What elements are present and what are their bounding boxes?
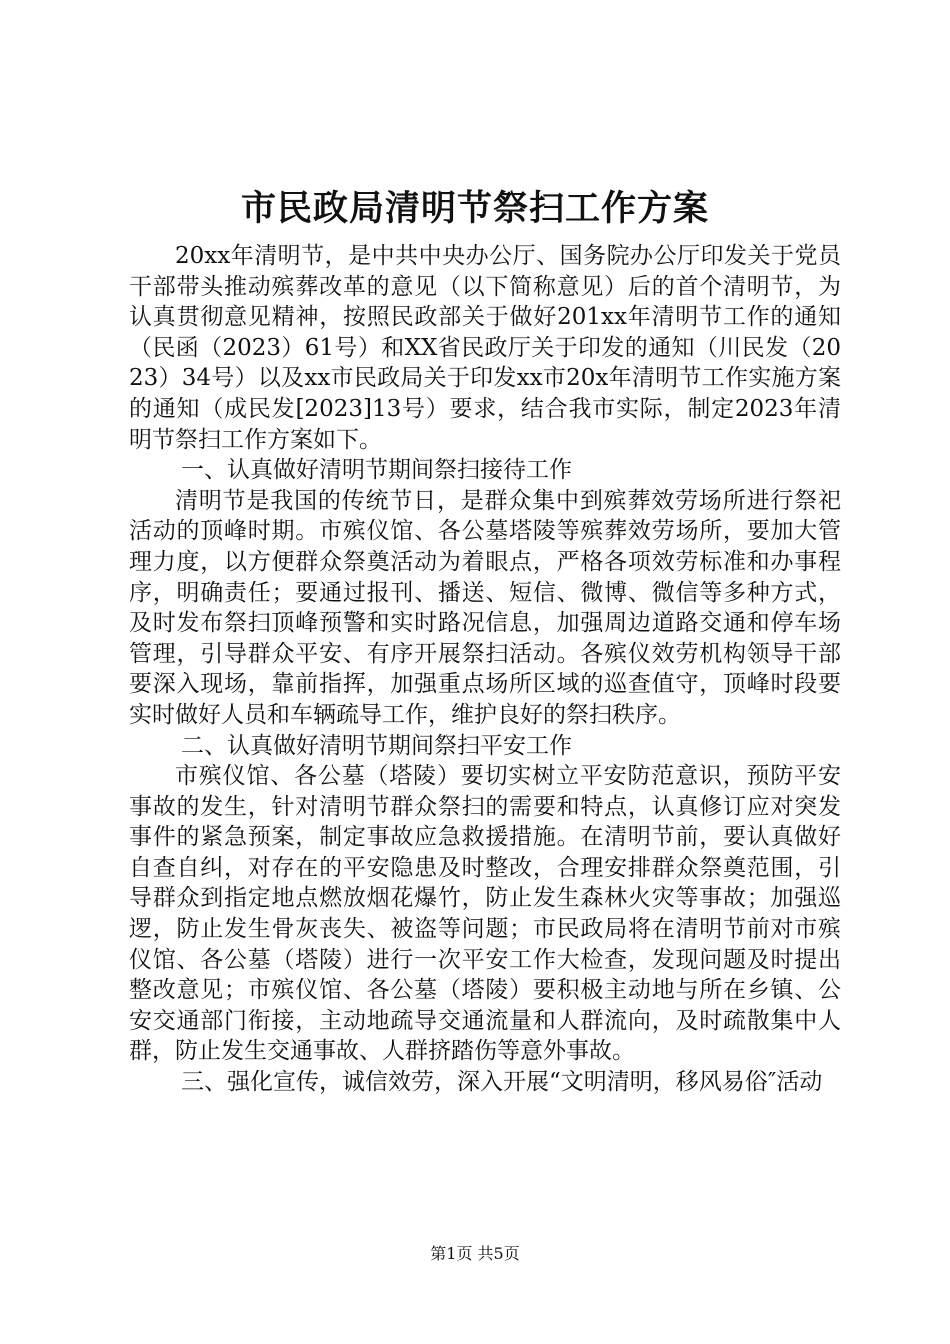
section-2-heading: 二、认真做好清明节期间祭扫平安工作	[181, 732, 572, 759]
section-3-heading: 三、强化宣传，诚信效劳，深入开展“文明清明，移风易俗″活动	[181, 1069, 823, 1096]
section-1-body: 清明节是我国的传统节日，是群众集中到殡葬效劳场所进行祭祀活动的顶峰时期。市殡仪馆、各公墓塔陵等殡葬效劳场所，要加大管理力度，以方便群众祭奠活动为着眼点，严格各项效劳标准和办事程序，明确责任；要通过报刊、播送、短信、微博、微信等多种方式，及时发布祭扫顶峰预警和实时路况信息，加强周边道路交通和停车场管理，引导群众平安、有序开展祭扫活动。各殡仪效劳机构领导干部要深入现场，靠前指挥，加强重点场所区域的巡查值守，顶峰时段要实时做好人员和车辆疏导工作，维护良好的祭扫秩序。	[129, 487, 841, 728]
document-title: 市民政局清明节祭扫工作方案	[240, 188, 709, 229]
section-1-heading: 一、认真做好清明节期间祭扫接待工作	[181, 457, 572, 484]
section-2-body: 市殡仪馆、各公墓（塔陵）要切实树立平安防范意识，预防平安事故的发生，针对清明节群众祭扫的需要和特点，认真修订应对突发事件的紧急预案，制定事故应急救援措施。在清明节前，要认真做好自查自纠，对存在的平安隐患及时整改，合理安排群众祭奠范围，引导群众到指定地点燃放烟花爆竹，防止发生森林火灾等事故；加强巡逻，防止发生骨灰丧失、被盗等问题；市民政局将在清明节前对市殡仪馆、各公墓（塔陵）进行一次平安工作大检查，发现问题及时提出整改意见；市殡仪馆、各公墓（塔陵）要积极主动地与所在乡镇、公安交通部门衔接，主动地疏导交通流量和人群流向，及时疏散集中人群，防止发生交通事故、人群挤踏伤等意外事故。	[129, 763, 841, 1065]
document-body	[129, 241, 841, 1098]
page-number-footer: 第1页 共5页	[430, 1244, 520, 1263]
intro-paragraph: 20xx年清明节，是中共中央办公厅、国务院办公厅印发关于党员干部带头推动殡葬改革的意见（以下简称意见）后的首个清明节，为认真贯彻意见精神，按照民政部关于做好201xx年清明节工作的通知（民函（2023）61号）和XX省民政厅关于印发的通知（川民发（2023）34号）以及xx市民政局关于印发xx市20x年清明节工作实施方案的通知（成民发[2023]13号）要求，结合我市实际，制定2023年清明节祭扫工作方案如下。	[129, 243, 841, 453]
